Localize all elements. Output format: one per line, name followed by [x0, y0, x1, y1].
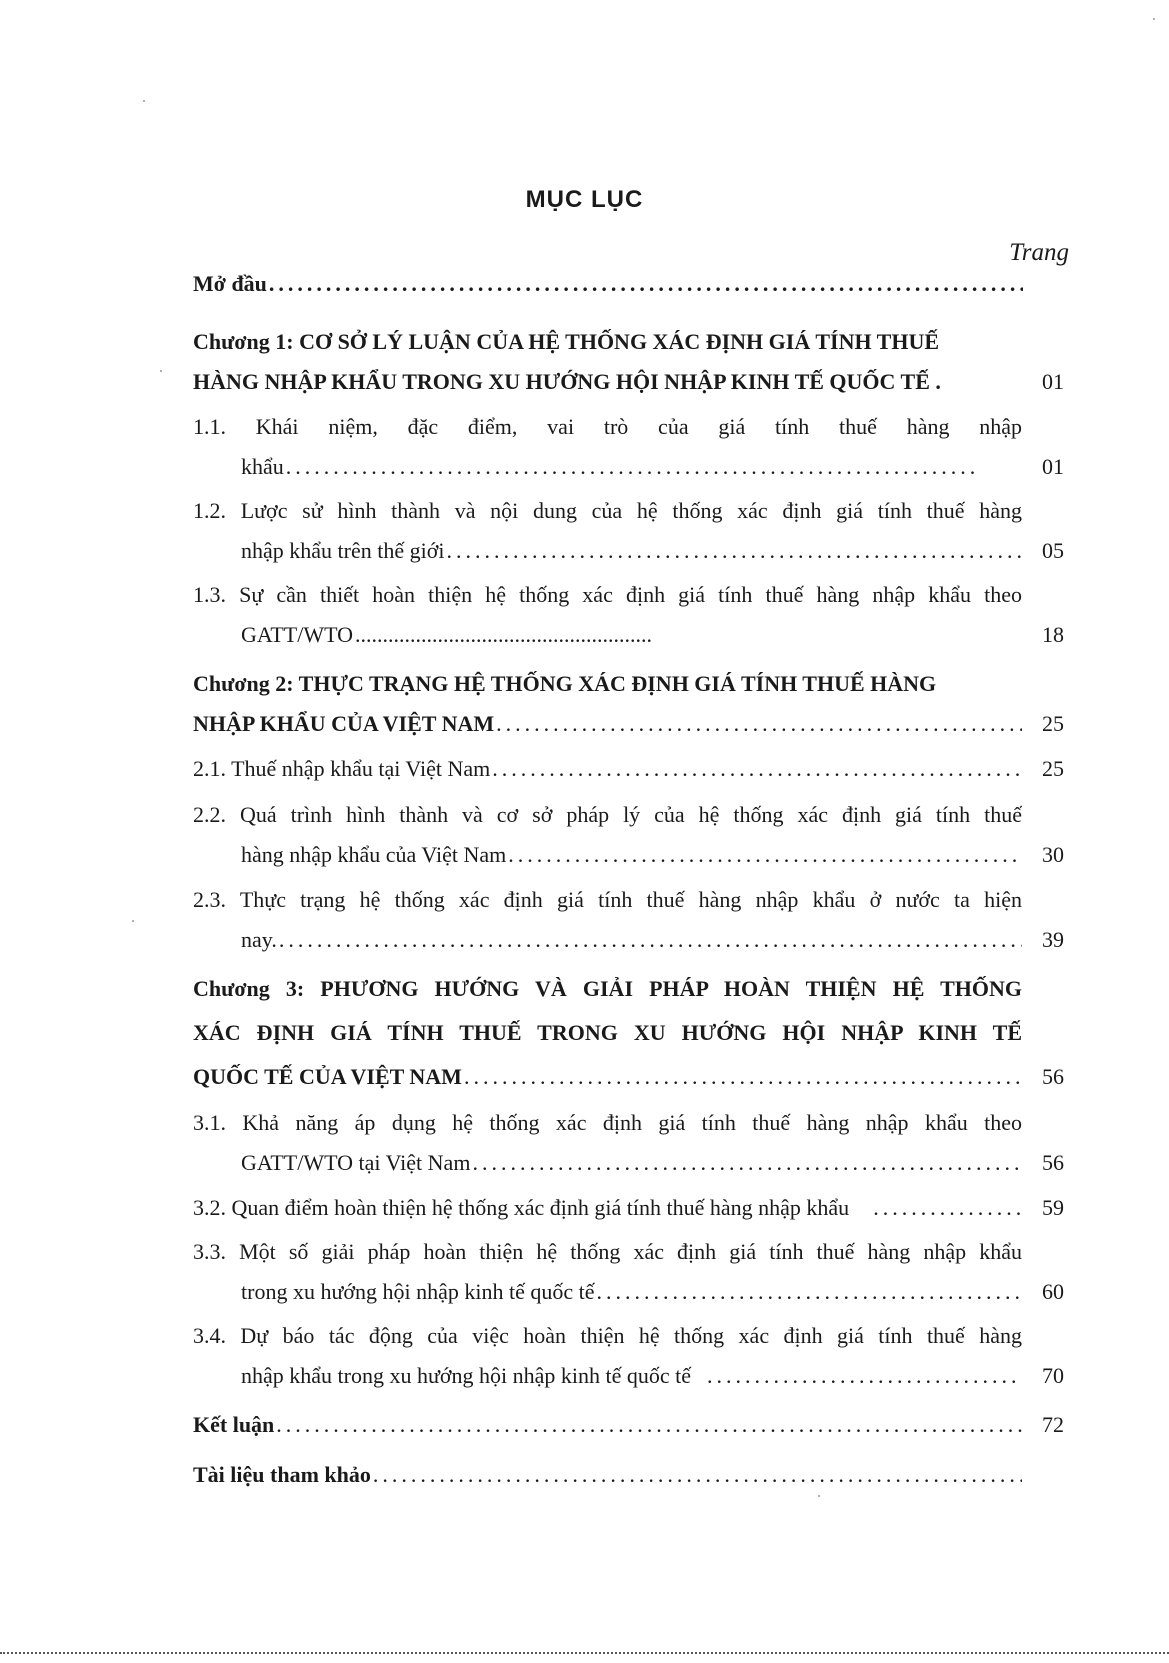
page-number: 72 [1042, 1412, 1064, 1437]
toc-chapter-1-line-2: HÀNG NHẬP KHẨU TRONG XU HƯỚNG HỘI NHẬP KINH TẾ QUỐC TẾ . [193, 369, 941, 394]
toc-section-1-1-line-2 [241, 447, 976, 487]
toc-section-3-3-line-2 [241, 1272, 1022, 1312]
leader-dots [373, 1455, 1022, 1495]
page-number: 01 [1042, 454, 1064, 479]
page-number: 39 [1042, 927, 1064, 952]
leader-dots [597, 1272, 1022, 1312]
entry-label: NHẬP KHẨU CỦA VIỆT NAM [193, 711, 495, 736]
toc-section-3-4-line-2 [241, 1356, 1022, 1396]
toc-entry-introduction [193, 264, 1023, 304]
entry-label: khẩu [241, 454, 284, 479]
toc-section-3-4-line-1: 3.4. Dự báo tác động của việc hoàn thiện hệ thống xác định giá tính thuế hàng [193, 1323, 1022, 1348]
entry-label: hàng nhập khẩu của Việt Nam [241, 842, 507, 867]
page-number: 70 [1042, 1363, 1064, 1388]
page-number: 18 [1042, 622, 1064, 647]
page-number: 56 [1042, 1064, 1064, 1089]
toc-section-2-2-line-2 [241, 835, 1022, 875]
leader-dots [286, 447, 976, 487]
toc-section-1-1-line-1: 1.1. Khái niệm, đặc điểm, vai trò của giá tính thuế hàng nhập [193, 414, 1022, 439]
toc-section-3-1-line-2 [241, 1143, 1022, 1183]
leader-dots [492, 749, 1022, 789]
scan-bottom-edge [0, 1652, 1169, 1654]
toc-section-1-3-line-1: 1.3. Sự cần thiết hoàn thiện hệ thống xác định giá tính thuế hàng nhập khẩu theo [193, 582, 1022, 607]
scan-speck [818, 1495, 820, 1497]
leader-dots [279, 920, 1022, 960]
leader-dots [508, 835, 1022, 875]
leader-dots [873, 1188, 1022, 1228]
toc-entry-conclusion [193, 1405, 1022, 1445]
leader-dots [446, 531, 1022, 571]
page-number: 56 [1042, 1150, 1064, 1175]
page-number: 05 [1042, 538, 1064, 563]
page-title: MỤC LỤC [525, 186, 644, 213]
scan-speck [132, 920, 134, 922]
entry-label: 2.1. Thuế nhập khẩu tại Việt Nam [193, 756, 491, 781]
toc-chapter-3-line-2: XÁC ĐỊNH GIÁ TÍNH THUẾ TRONG XU HƯỚNG HỘI NHẬP KINH TẾ [193, 1020, 1022, 1045]
toc-section-2-2-line-1: 2.2. Quá trình hình thành và cơ sở pháp lý của hệ thống xác định giá tính thuế [193, 802, 1022, 827]
page-column-label: Trang [1009, 239, 1069, 266]
toc-section-3-2 [193, 1188, 1022, 1228]
page-number: 25 [1042, 711, 1064, 736]
leader-dots [464, 1057, 1022, 1097]
toc-chapter-2-line-2 [193, 704, 1022, 744]
entry-label: GATT/WTO [241, 622, 354, 647]
page-number: 60 [1042, 1279, 1064, 1304]
leader-dots [707, 1356, 1022, 1396]
entry-label: nhập khẩu trên thế giới [241, 538, 445, 563]
page-number: 01 [1042, 369, 1064, 394]
entry-label: Tài liệu tham khảo [193, 1462, 371, 1487]
leader-dots [276, 1405, 1022, 1445]
scan-speck [1153, 18, 1155, 20]
toc-chapter-3-line-3 [193, 1057, 1022, 1097]
page-number: 59 [1042, 1195, 1064, 1220]
leader-dots [496, 704, 1022, 744]
entry-label: trong xu hướng hội nhập kinh tế quốc tế [241, 1279, 595, 1304]
entry-label: QUỐC TẾ CỦA VIỆT NAM [193, 1064, 462, 1089]
leader-dots [269, 264, 1023, 304]
entry-label: nhập khẩu trong xu hướng hội nhập kinh tế quốc tế [241, 1363, 692, 1388]
scan-speck [160, 370, 162, 372]
scan-speck [143, 100, 145, 102]
toc-chapter-2-line-1: Chương 2: THỰC TRẠNG HỆ THỐNG XÁC ĐỊNH GIÁ TÍNH THUẾ HÀNG [193, 671, 937, 696]
toc-section-1-2-line-1: 1.2. Lược sử hình thành và nội dung của hệ thống xác định giá tính thuế hàng [193, 498, 1022, 523]
entry-label: nay. [241, 927, 277, 952]
entry-label: Mở đầu [193, 271, 267, 296]
entry-label: GATT/WTO tại Việt Nam [241, 1150, 471, 1175]
toc-chapter-3-line-1: Chương 3: PHƯƠNG HƯỚNG VÀ GIẢI PHÁP HOÀN THIỆN HỆ THỐNG [193, 976, 1022, 1001]
toc-section-3-3-line-1: 3.3. Một số giải pháp hoàn thiện hệ thống xác định giá tính thuế hàng nhập khẩu [193, 1239, 1022, 1264]
leader-dots [355, 615, 651, 655]
page-number: 25 [1042, 756, 1064, 781]
toc-section-2-1 [193, 749, 1022, 789]
page-number: 30 [1042, 842, 1064, 867]
toc-section-1-3-line-2 [241, 615, 651, 655]
entry-label: 3.2. Quan điểm hoàn thiện hệ thống xác định giá tính thuế hàng nhập khẩu [193, 1195, 850, 1220]
leader-dots [472, 1143, 1022, 1183]
toc-section-2-3-line-1: 2.3. Thực trạng hệ thống xác định giá tính thuế hàng nhập khẩu ở nước ta hiện [193, 887, 1022, 912]
toc-section-3-1-line-1: 3.1. Khả năng áp dụng hệ thống xác định giá tính thuế hàng nhập khẩu theo [193, 1110, 1022, 1135]
toc-chapter-1-line-1: Chương 1: CƠ SỞ LÝ LUẬN CỦA HỆ THỐNG XÁC ĐỊNH GIÁ TÍNH THUẾ [193, 329, 940, 354]
entry-label: Kết luận [193, 1412, 275, 1437]
toc-section-2-3-line-2 [241, 920, 1022, 960]
toc-section-1-2-line-2 [241, 531, 1022, 571]
toc-entry-references [193, 1455, 1022, 1495]
